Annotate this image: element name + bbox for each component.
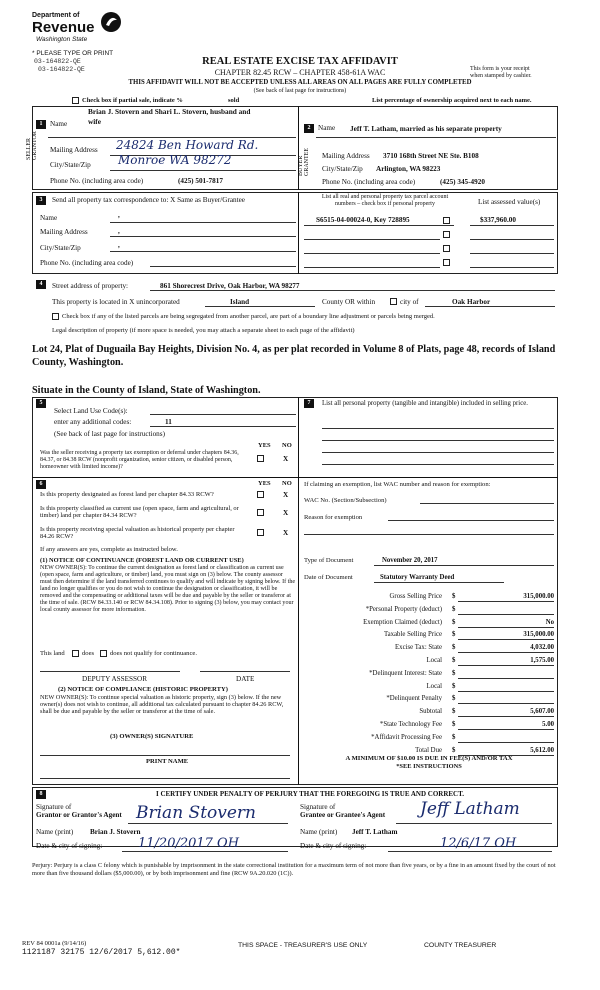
owner-signature: (3) OWNER(S) SIGNATURE bbox=[110, 733, 194, 740]
seller-phone-label: Phone No. (including area code) bbox=[50, 177, 144, 185]
receipt-stamp: 1121187 32175 12/6/2017 5,612.00* bbox=[22, 948, 181, 957]
tax-row-label: *Personal Property (deduct) bbox=[365, 605, 442, 613]
county-or: County OR within bbox=[322, 298, 376, 306]
s5-see-back: (See back of last page for instructions) bbox=[54, 430, 165, 438]
grantor-sig-label-1: Signature of bbox=[36, 803, 72, 811]
situate-text: Situate in the County of Island, State of Washington. bbox=[32, 385, 261, 396]
seller-city-value: Monroe WA 98272 bbox=[118, 153, 232, 167]
s3-name-label: Name bbox=[40, 214, 58, 222]
seller-side-label: SELLER GRANTOR bbox=[26, 131, 38, 160]
seller-name-line1: Brian J. Stovern and Shari L. Stovern, husband and bbox=[88, 107, 251, 116]
does-label: does bbox=[82, 650, 95, 657]
tax-row-dollar: $ bbox=[452, 695, 456, 703]
partial-sale-label: Check box if partial sale, indicate % bbox=[82, 97, 183, 104]
tax-row-dollar: $ bbox=[452, 746, 456, 754]
tax-row-value[interactable]: 5,612.00 bbox=[530, 746, 554, 754]
receipt-note-1: This form is your receipt bbox=[470, 66, 530, 72]
parcel-2-checkbox[interactable] bbox=[443, 231, 450, 238]
deputy-assessor: DEPUTY ASSESSOR bbox=[82, 675, 148, 683]
grantor-name-label: Name (print) bbox=[36, 828, 74, 836]
county-treasurer: COUNTY TREASURER bbox=[424, 942, 497, 949]
street-label: Street address of property: bbox=[52, 282, 129, 290]
tax-row-dollar: $ bbox=[452, 733, 456, 741]
type-doc-value: November 20, 2017 bbox=[382, 557, 438, 564]
additional-value: 11 bbox=[165, 418, 172, 426]
tax-row-label: *Affidavit Processing Fee bbox=[371, 733, 442, 741]
section-7-number: 7 bbox=[304, 399, 314, 408]
tax-row-label: *State Technology Fee bbox=[379, 721, 442, 728]
tax-row-dollar: $ bbox=[452, 682, 456, 690]
please-type: * PLEASE TYPE OR PRINT bbox=[32, 50, 114, 57]
tax-row-label: Gross Selling Price bbox=[389, 593, 442, 600]
nonprofit-answer: X bbox=[283, 455, 289, 463]
send-correspondence: Send all property tax correspondence to: X Same as Buyer/Grantee bbox=[52, 196, 245, 204]
segregated-checkbox[interactable] bbox=[52, 313, 59, 320]
county-value: Island bbox=[230, 298, 250, 306]
buyer-side-label: BUYER GRANTEE bbox=[298, 148, 310, 176]
grantee-signature: Jeff Latham bbox=[420, 799, 520, 819]
q-forest-answer: X bbox=[283, 491, 289, 499]
grantor-date: 11/20/2017 OH bbox=[138, 836, 240, 851]
grantor-date-label: Date & city of signing: bbox=[36, 842, 103, 850]
reason-label: Reason for exemption bbox=[304, 514, 363, 521]
parcel-header-1: List all real and personal property tax parcel account bbox=[321, 194, 449, 200]
dor-swirl-icon bbox=[100, 11, 122, 33]
s6-no: NO bbox=[282, 480, 292, 487]
located-label: This property is located in X unincorporated bbox=[52, 298, 180, 306]
parcel-1-checkbox[interactable] bbox=[443, 217, 450, 224]
section-5-number: 5 bbox=[36, 399, 46, 408]
does-not-label: does not qualify for continuance. bbox=[110, 650, 197, 657]
dept-line3: Washington State bbox=[36, 36, 88, 43]
seller-phone-value: (425) 501-7817 bbox=[178, 177, 223, 185]
section-1-number: 1 bbox=[36, 120, 46, 129]
partial-sale-checkbox[interactable] bbox=[72, 97, 79, 104]
q-historic-yes[interactable] bbox=[257, 529, 264, 536]
dept-line2: Revenue bbox=[32, 19, 95, 36]
s3-mailing-label: Mailing Address bbox=[40, 228, 88, 236]
tax-row-value[interactable]: 5,607.00 bbox=[530, 708, 554, 716]
buyer-mailing-value: 3710 168th Street NE Ste. B108 bbox=[383, 152, 479, 160]
tax-row-value[interactable]: 5.00 bbox=[542, 721, 554, 728]
s3-phone-label: Phone No. (including area code) bbox=[40, 259, 134, 267]
tax-row-label: Total Due bbox=[415, 746, 442, 754]
this-land-label: This land bbox=[40, 650, 65, 657]
buyer-phone-value: (425) 345-4920 bbox=[440, 178, 485, 186]
notice-1-title: (1) NOTICE OF CONTINUANCE (FOREST LAND OR CURRENT USE) bbox=[40, 557, 244, 564]
q-current-use: Is this property classified as current use (open space, farm and agricultural, or timber) land per chapter 84.34 RCW? bbox=[40, 505, 239, 519]
parcel-3-checkbox[interactable] bbox=[443, 245, 450, 252]
tax-row-dollar: $ bbox=[452, 593, 456, 600]
tax-row-dollar: $ bbox=[452, 708, 456, 716]
buyer-city-label: City/State/Zip bbox=[322, 165, 363, 173]
tax-row-dollar: $ bbox=[452, 605, 456, 613]
assessed-header: List assessed value(s) bbox=[478, 198, 541, 206]
tax-row-label: Excise Tax: State bbox=[395, 644, 442, 652]
tax-row-label: Local bbox=[426, 682, 442, 690]
tax-row-label: *Delinquent Interest: State bbox=[369, 669, 442, 677]
tax-row-label: Exemption Claimed (deduct) bbox=[363, 618, 442, 626]
section-3-number: 3 bbox=[36, 196, 46, 205]
date-doc-label: Date of Document bbox=[304, 574, 353, 581]
tax-row-label: Subtotal bbox=[419, 708, 442, 716]
personal-property-label: List all personal property (tangible and intangible) included in selling price. bbox=[322, 400, 528, 407]
parcel-header-2: numbers – check box if personal property bbox=[335, 201, 435, 207]
receipt-note-2: when stamped by cashier. bbox=[470, 73, 532, 79]
section-8-number: 8 bbox=[36, 790, 46, 799]
notice-1-body: NEW OWNER(S): To continue the current designation as forest land or classification as current use (open space, farm and agriculture, or timber) land, you must sign on (3) below. The county assessor must then determine if the land transferred continues to qualify and will indicate by signing below. If the land no longer qualifies or you do not wish to continue the designation or classification, it will be removed and the compensating or additional taxes will be due and payable by the seller or transferor at the time of sale. (RCW 84.33.140 or RCW 84.34.108). Prior to signing (3) below, you may contact your local county assessor for more information. bbox=[40, 565, 296, 613]
form-title: REAL ESTATE EXCISE TAX AFFIDAVIT bbox=[202, 56, 398, 67]
grantee-name: Jeff T. Latham bbox=[352, 828, 398, 836]
q-historic-answer: X bbox=[283, 529, 289, 537]
tax-row-dollar: $ bbox=[452, 631, 456, 639]
land-use-label: Select Land Use Code(s): bbox=[54, 407, 128, 415]
q-historic: Is this property receiving special valuation as historical property per chapter 84.26 RCW? bbox=[40, 526, 235, 540]
s5-no: NO bbox=[282, 442, 292, 449]
notice-2-body: NEW OWNER(S): To continue special valuation as historic property, sign (3) below. If the new owner(s) does not wish to continue, all additional tax calculated pursuant to chapter 84.26 RCW, shall be due and payable by the seller or transferor at the time of sale. bbox=[40, 694, 284, 715]
notice-2-title: (2) NOTICE OF COMPLIANCE (HISTORIC PROPERTY) bbox=[58, 686, 228, 693]
legal-text: Lot 24, Plat of Duguaila Bay Heights, Division No. 4, as per plat recorded in Volume 8 of Plats, page 48, records of Island County, Washington. bbox=[32, 344, 556, 368]
grantor-sig-label-2: Grantor or Grantor's Agent bbox=[36, 811, 122, 819]
seller-mailing-label: Mailing Address bbox=[50, 146, 98, 154]
seller-mailing-value: 24824 Ben Howard Rd. bbox=[116, 138, 259, 152]
stamp-2: 03-164822-QE bbox=[38, 66, 85, 73]
grantee-name-label: Name (print) bbox=[300, 828, 338, 836]
city-of: city of bbox=[400, 298, 419, 306]
type-doc-label: Type of Document bbox=[304, 557, 354, 564]
q-forest-yes[interactable] bbox=[257, 491, 264, 498]
dor-logo bbox=[22, 10, 132, 52]
tax-row-value[interactable]: No bbox=[545, 618, 554, 626]
nonprofit-question: Was the seller receiving a property tax exemption or deferral under chapters 84.36, 84.37, or 84.38 RCW (nonprofit organization, senior citizen, or disabled person, homeowner with limited income)? bbox=[40, 450, 239, 470]
tax-row-label: Local bbox=[426, 657, 442, 664]
form-chapter: CHAPTER 82.45 RCW – CHAPTER 458-61A WAC bbox=[214, 68, 386, 77]
tax-row-label: *Delinquent Penalty bbox=[386, 695, 442, 703]
rev-number: REV 84 0001a (9/14/16) bbox=[22, 940, 87, 947]
tax-row-dollar: $ bbox=[452, 618, 456, 626]
grantor-signature: Brian Stovern bbox=[136, 803, 256, 823]
perjury-notice: Perjury: Perjury is a class C felony which is punishable by imprisonment in the state correctional institution for a maximum term of not more than five years, or by a fine in an amount fixed by the court of not more than five thousand dollars ($5,000.00), or by both imprisonment and fine (RCW 9A.20.020 (1C)). bbox=[32, 862, 556, 877]
buyer-name-label: Name bbox=[318, 124, 336, 132]
does-checkbox[interactable] bbox=[72, 650, 79, 657]
grantee-sig-label-1: Signature of bbox=[300, 803, 336, 811]
certify-statement: I CERTIFY UNDER PENALTY OF PERJURY THAT THE FOREGOING IS TRUE AND CORRECT. bbox=[155, 790, 464, 798]
see-back: (See back of last page for instructions) bbox=[253, 88, 347, 94]
minimum-due: A MINIMUM OF $10.00 IS DUE IN FEE(S) AND/OR TAX bbox=[345, 755, 513, 762]
partial-sale-sold: sold bbox=[228, 97, 240, 104]
print-name: PRINT NAME bbox=[146, 758, 189, 765]
wac-claim-label: If claiming an exemption, list WAC number and reason for exemption: bbox=[304, 481, 491, 488]
tax-row-value[interactable]: 315,000.00 bbox=[523, 593, 554, 600]
grantor-name: Brian J. Stovern bbox=[90, 828, 141, 836]
assessed-value: $337,960.00 bbox=[480, 216, 516, 224]
q-forest: Is this property designated as forest land per chapter 84.33 RCW? bbox=[40, 491, 214, 498]
s3-city-label: City/State/Zip bbox=[40, 244, 81, 252]
q-current-use-yes[interactable] bbox=[257, 509, 264, 516]
tax-row-value[interactable]: 1,575.00 bbox=[530, 657, 554, 664]
s5-yes: YES bbox=[258, 442, 271, 449]
deputy-date: DATE bbox=[236, 675, 255, 683]
tax-row-dollar: $ bbox=[452, 657, 456, 664]
tax-row-dollar: $ bbox=[452, 721, 456, 728]
section-4-number: 4 bbox=[36, 280, 46, 289]
within-city-checkbox[interactable] bbox=[390, 298, 397, 305]
treasurer-space: THIS SPACE - TREASURER'S USE ONLY bbox=[238, 942, 368, 949]
parcel-4-checkbox[interactable] bbox=[443, 259, 450, 266]
city-value: Oak Harbor bbox=[452, 298, 491, 306]
stamp-1: 03-164822-QE bbox=[34, 58, 81, 65]
buyer-mailing-label: Mailing Address bbox=[322, 152, 370, 160]
date-doc-value: Statutory Warranty Deed bbox=[380, 574, 455, 581]
segregated-label: Check box if any of the listed parcels are being segregated from another parcel, are part of a boundary line adjustment or parcels being merged. bbox=[62, 313, 435, 320]
tax-row-dollar: $ bbox=[452, 669, 456, 677]
seller-city-label: City/State/Zip bbox=[50, 161, 91, 169]
buyer-phone-label: Phone No. (including area code) bbox=[322, 178, 416, 186]
q-current-use-answer: X bbox=[283, 509, 289, 517]
nonprofit-yes-checkbox[interactable] bbox=[257, 455, 264, 462]
ownership-note: List percentage of ownership acquired next to each name. bbox=[372, 97, 532, 104]
section-2-number: 2 bbox=[304, 124, 314, 133]
see-instructions: *SEE INSTRUCTIONS bbox=[396, 763, 462, 770]
wac-no-label: WAC No. (Section/Subsection) bbox=[304, 497, 387, 504]
seller-name-line2: wife bbox=[88, 117, 101, 126]
section-6-number: 6 bbox=[36, 480, 46, 489]
seller-name-label: Name bbox=[50, 120, 68, 128]
tax-row-value[interactable]: 4,032.00 bbox=[530, 644, 554, 652]
if-yes-note: If any answers are yes, complete as instructed below. bbox=[40, 546, 178, 553]
tax-row-label: Taxable Selling Price bbox=[383, 631, 442, 639]
grantee-sig-label-2: Grantee or Grantee's Agent bbox=[300, 811, 386, 819]
form-notice: THIS AFFIDAVIT WILL NOT BE ACCEPTED UNLESS ALL AREAS ON ALL PAGES ARE FULLY COMPLETED bbox=[128, 79, 472, 86]
tax-row-value[interactable]: 315,000.00 bbox=[523, 631, 554, 639]
does-not-checkbox[interactable] bbox=[100, 650, 107, 657]
grantee-date-label: Date & city of signing: bbox=[300, 842, 367, 850]
tax-row-dollar: $ bbox=[452, 644, 456, 652]
parcel-number: S6515-04-00024-0, Key 728895 bbox=[316, 216, 410, 224]
additional-label: enter any additional codes: bbox=[54, 418, 132, 426]
s6-yes: YES bbox=[258, 480, 271, 487]
street-value: 861 Shorecrest Drive, Oak Harbor, WA 98277 bbox=[160, 282, 300, 290]
grantee-date: 12/6/17 OH bbox=[440, 836, 517, 851]
buyer-city-value: Arlington, WA 98223 bbox=[376, 165, 441, 173]
buyer-name-value: Jeff T. Latham, married as his separate property bbox=[350, 124, 502, 133]
dept-line1: Department of bbox=[32, 12, 80, 19]
legal-label: Legal description of property (if more space is needed, you may attach a separate sheet to each page of the affidavit) bbox=[52, 327, 355, 334]
